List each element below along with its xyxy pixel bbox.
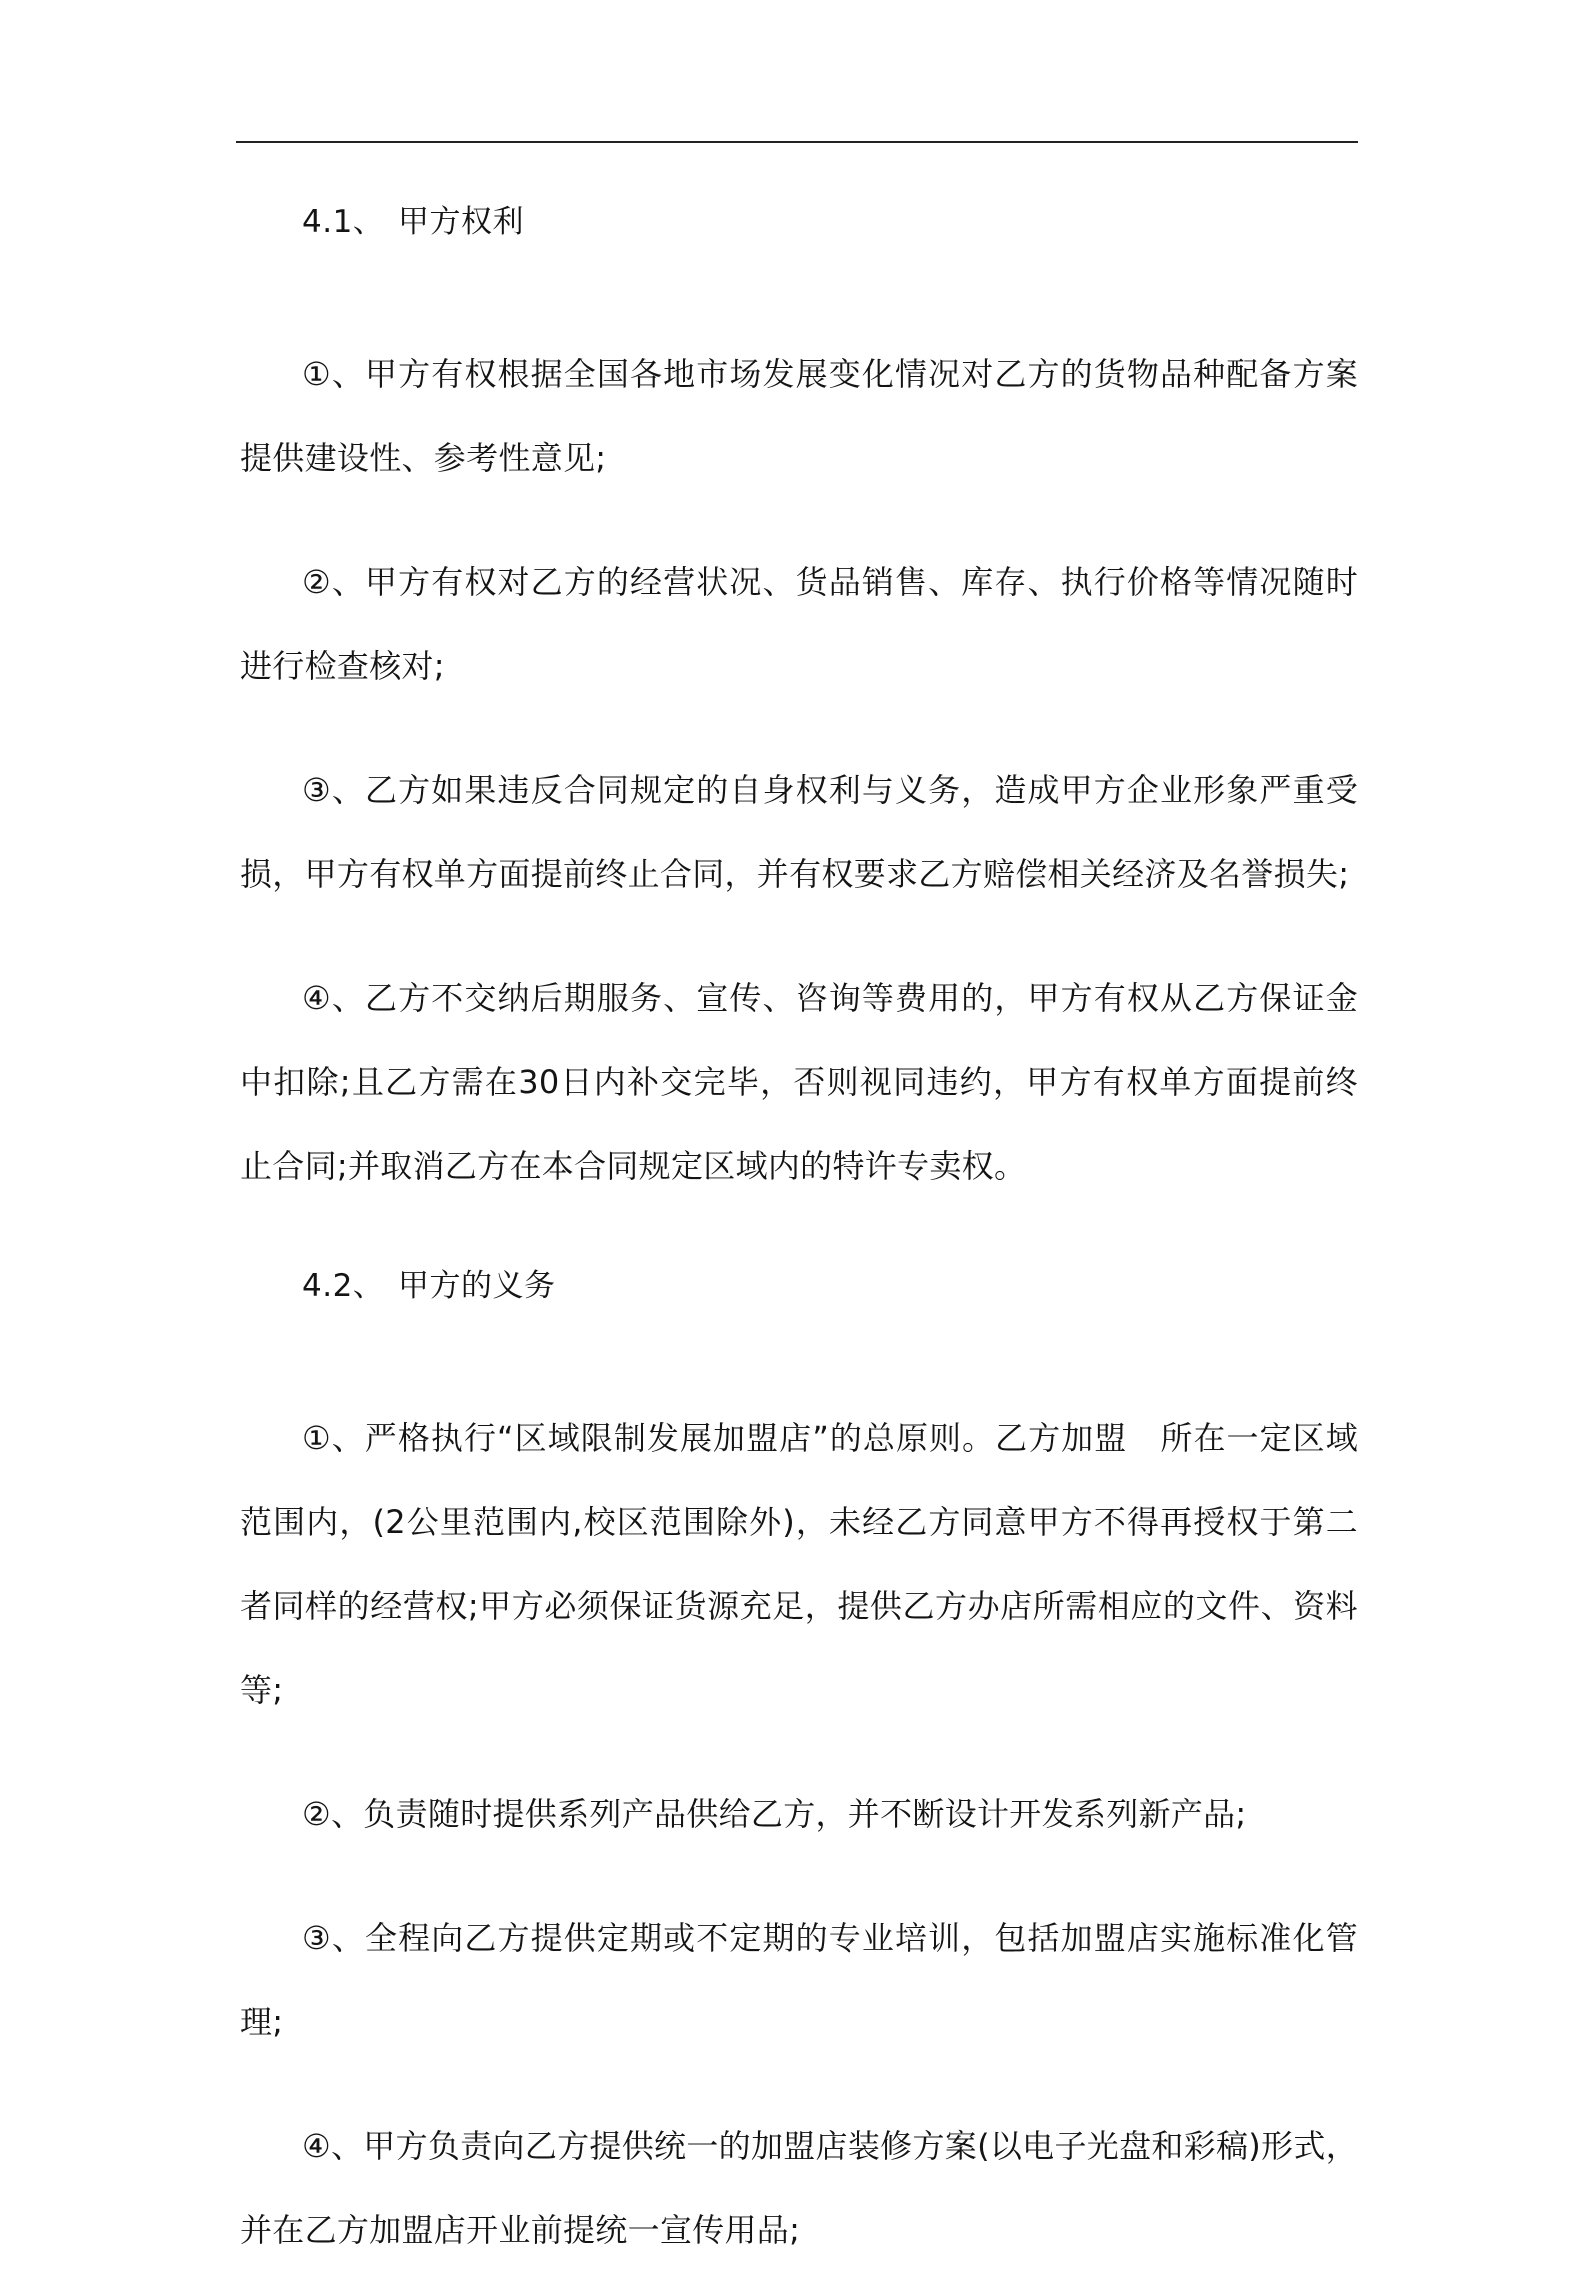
clause-4-1-3: ③、乙方如果违反合同规定的自身权利与义务，造成甲方企业形象严重受损，甲方有权单方面提前终止合同，并有权要求乙方赔偿相关经济及名誉损失;: [240, 771, 1358, 893]
clause-4-2-2: ②、负责随时提供系列产品供给乙方，并不断设计开发系列新产品;: [302, 1795, 1247, 1833]
clause-4-1-1: ①、甲方有权根据全国各地市场发展变化情况对乙方的货物品种配备方案提供建设性、参考性意见;: [240, 355, 1358, 477]
document-body: [240, 200, 1358, 2272]
clause-4-2-4: ④、甲方负责向乙方提供统一的加盟店装修方案(以电子光盘和彩稿)形式，并在乙方加盟店开业前提统一宣传用品;: [240, 2127, 1358, 2249]
clause-4-1-4: ④、乙方不交纳后期服务、宣传、咨询等费用的，甲方有权从乙方保证金中扣除;且乙方需在30日内补交完毕，否则视同违约，甲方有权单方面提前终止合同;并取消乙方在本合同规定区域内的特许专卖权。: [240, 979, 1358, 1185]
header-rule: [236, 141, 1358, 143]
clause-4-2-1: ①、严格执行“区域限制发展加盟店”的总原则。乙方加盟 所在一定区域范围内，(2公里范围内,校区范围除外)，未经乙方同意甲方不得再授权于第二者同样的经营权;甲方必须保证货源充足，提供乙方办店所需相应的文件、资料等;: [240, 1419, 1358, 1709]
section-title: 甲方权利: [398, 204, 524, 240]
section-heading-4-1: [240, 200, 1358, 244]
section-number: 4.1、: [302, 204, 385, 240]
section-title: 甲方的义务: [398, 1268, 556, 1304]
section-number: 4.2、: [302, 1268, 385, 1304]
clause-4-1-2: ②、甲方有权对乙方的经营状况、货品销售、库存、执行价格等情况随时进行检查核对;: [240, 563, 1358, 685]
section-heading-4-2: [240, 1264, 1358, 1308]
clause-4-2-3: ③、全程向乙方提供定期或不定期的专业培训，包括加盟店实施标准化管理;: [240, 1919, 1358, 2041]
